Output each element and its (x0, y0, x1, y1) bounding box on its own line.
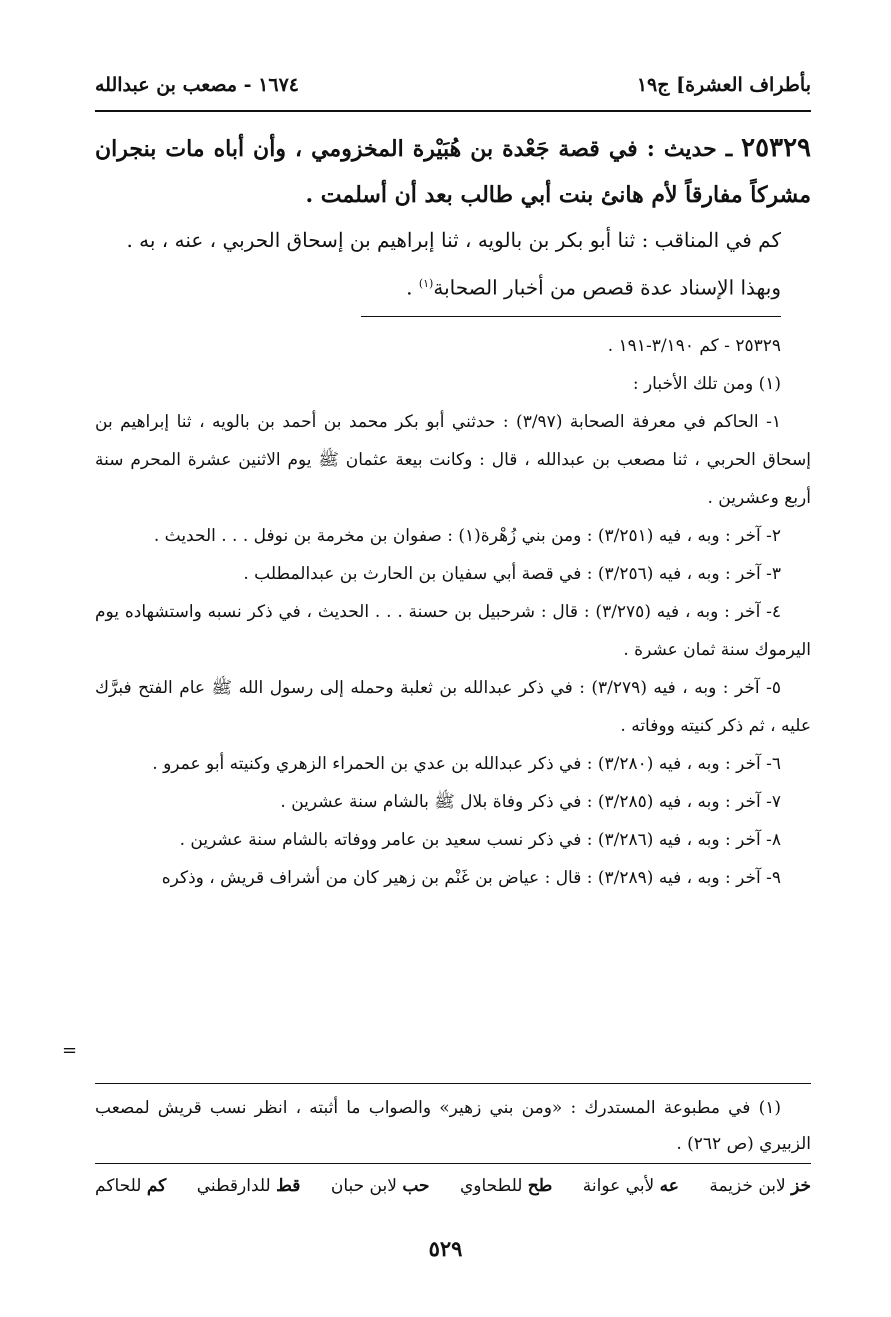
page-header (95, 68, 811, 108)
isnad-end: . (406, 275, 419, 300)
footnote: (١) في مطبوعة المستدرك : «ومن بني زهير» والصواب ما أثبته ، انظر نسب قريش لمصعب الزبيري (ص ٢٦٢) . (95, 1098, 811, 1154)
isnad-text: وبهذا الإسناد عدة قصص من أخبار الصحابة (433, 275, 781, 300)
abbreviation-desc: لابن خزيمة (709, 1176, 786, 1196)
note-item: ٣- آخر : وبه ، فيه (٣/٢٥٦) : في قصة أبي سفيان بن الحارث بن عبدالمطلب . (243, 563, 781, 584)
abbreviation-desc: للدارقطني (196, 1176, 271, 1196)
hadith-title-text: ـ حديث : في قصة جَعْدة بن هُبَيْرة المخزومي ، وأن أباه مات بنجران مشركاً مفارقاً لأم هانئ بنت أبي طالب بعد أن أسلمت . (95, 136, 811, 208)
hadith-source: كم في المناقب : ثنا أبو بكر بن بالويه ، ثنا إبراهيم بن إسحاق الحربي ، عنه ، به . (126, 228, 781, 252)
note-item: ١- الحاكم في معرفة الصحابة (٣/٩٧) : حدثني أبو بكر محمد بن أحمد بن بالويه ، ثنا إبراهيم بن إسحاق الحربي ، ثنا مصعب بن عبدالله ، قال : وكانت بيعة عثمان ﷺ يوم الاثنين عشرة المحرم سنة أربع وعشرين . (95, 411, 811, 508)
header-section-title: بأطراف العشرة] ج١٩ (636, 74, 811, 96)
notes-list (95, 327, 811, 897)
abbreviation-desc: لأبي عوانة (582, 1176, 655, 1196)
note-item: ٥- آخر : وبه ، فيه (٣/٢٧٩) : في ذكر عبدالله بن ثعلبة وحمله إلى رسول الله ﷺ عام الفتح فبرَّك عليه ، ثم ذكر كنيته ووفاته . (95, 677, 811, 736)
abbreviations-legend (95, 1176, 811, 1196)
abbreviation-entry (460, 1176, 552, 1196)
hadith-number: ٢٥٣٢٩ (741, 133, 811, 163)
abbreviation-desc: للحاكم (95, 1176, 142, 1196)
page-number: ٥٢٩ (428, 1236, 463, 1261)
hadith-heading (95, 125, 811, 218)
abbreviation-code: حب (402, 1176, 430, 1196)
note-item: ٧- آخر : وبه ، فيه (٣/٢٨٥) : في ذكر وفاة بلال ﷺ بالشام سنة عشرين . (280, 791, 781, 812)
note-item: ٩- آخر : وبه ، فيه (٣/٢٨٩) : قال : عياض بن غَنْم بن زهير كان من أشراف قريش ، وذكره (161, 867, 781, 888)
abbreviation-entry (197, 1176, 301, 1196)
abbreviation-desc: للطحاوي (459, 1176, 523, 1196)
abbreviation-code: عه (659, 1176, 679, 1196)
note-item: (١) ومن تلك الأخبار : (632, 373, 781, 394)
note-item: ٢٥٣٢٩ - كم ٣/١٩٠-١٩١ . (607, 335, 781, 356)
abbreviation-desc: لابن حبان (330, 1176, 397, 1196)
section-separator (361, 316, 781, 317)
main-text (95, 125, 811, 897)
continuation-mark: = (62, 1040, 78, 1061)
footnote-ref: (١) (418, 277, 434, 290)
note-item: ٤- آخر : وبه ، فيه (٣/٢٧٥) : قال : شرحبيل بن حسنة . . . الحديث ، في ذكر نسبه واستشهاده يوم اليرموك سنة ثمان عشرة . (95, 601, 811, 660)
abbreviation-entry (583, 1176, 679, 1196)
abbreviation-code: كم (146, 1176, 167, 1196)
footnote-rule (95, 1083, 811, 1084)
abbreviation-code: طح (527, 1176, 553, 1196)
abbreviation-entry (331, 1176, 430, 1196)
abbreviation-entry (709, 1176, 811, 1196)
header-rule (95, 110, 811, 112)
abbreviation-code: خز (791, 1176, 811, 1196)
hadith-isnad (95, 262, 811, 310)
abbreviation-entry (95, 1176, 166, 1196)
note-item: ٨- آخر : وبه ، فيه (٣/٢٨٦) : في ذكر نسب سعيد بن عامر ووفاته بالشام سنة عشرين . (179, 829, 781, 850)
abbreviation-code: قط (276, 1176, 301, 1196)
note-item: ٢- آخر : وبه ، فيه (٣/٢٥١) : ومن بني زُهْرة(١) : صفوان بن مخرمة بن نوفل . . . الحديث . (153, 525, 781, 546)
note-item: ٦- آخر : وبه ، فيه (٣/٢٨٠) : في ذكر عبدالله بن عدي بن الحمراء الزهري وكنيته أبو عمرو . (152, 753, 781, 774)
abbreviations-rule (95, 1163, 811, 1164)
header-entry-title: ١٦٧٤ - مصعب بن عبدالله (95, 74, 299, 96)
